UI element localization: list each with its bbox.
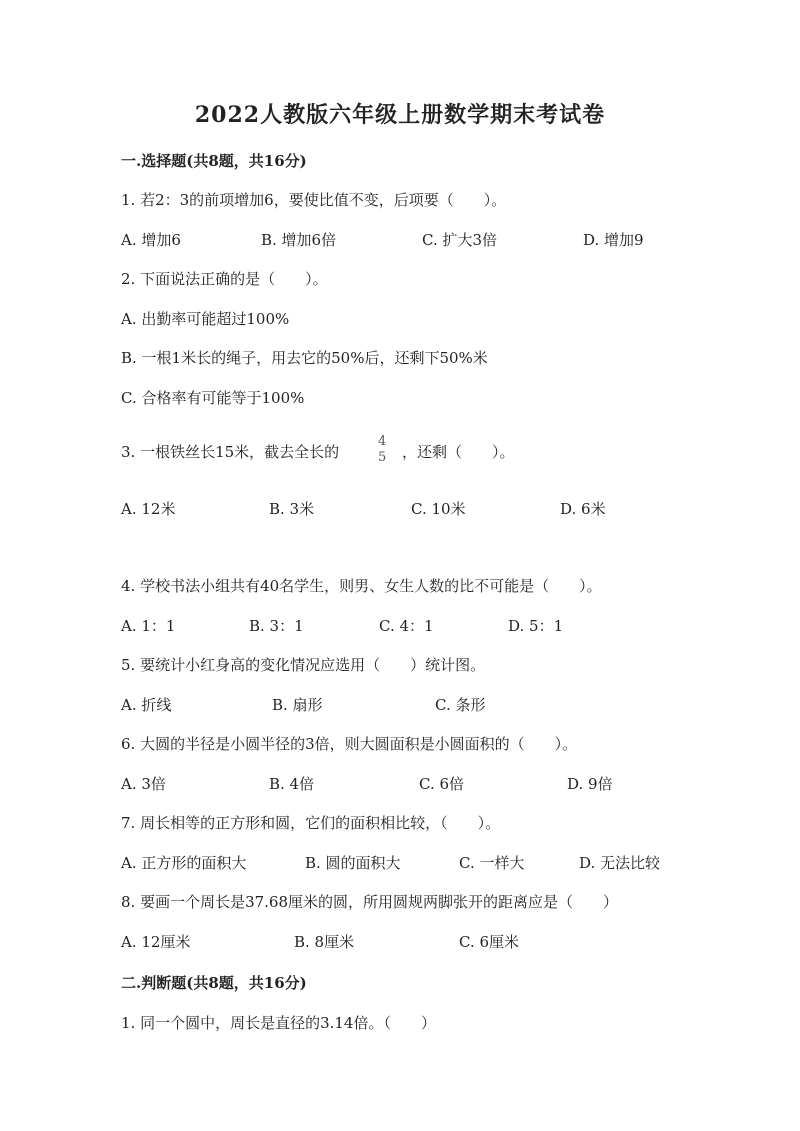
option-d[interactable]: D. 增加9: [583, 231, 644, 249]
question-stem: 1. 若2：3的前项增加6，要使比值不变，后项要（ ）。: [121, 191, 507, 209]
option-b[interactable]: B. 圆的面积大: [305, 854, 401, 872]
option-c[interactable]: C. 6倍: [419, 775, 465, 793]
option-c[interactable]: C. 4：1: [379, 617, 434, 635]
option-d[interactable]: D. 6米: [560, 500, 606, 518]
option-a[interactable]: A. 正方形的面积大: [121, 854, 247, 872]
page-title: 2022人教版六年级上册数学期末考试卷: [194, 102, 606, 128]
question-stem: 4. 学校书法小组共有40名学生，则男、女生人数的比不可能是（ ）。: [121, 577, 602, 595]
option-a[interactable]: A. 折线: [121, 696, 172, 714]
option-c[interactable]: C. 条形: [435, 696, 486, 714]
option-c[interactable]: C. 一样大: [459, 854, 525, 872]
option-a[interactable]: A. 12米: [121, 500, 176, 518]
option-b[interactable]: B. 增加6倍: [261, 231, 337, 249]
option-a[interactable]: A. 出勤率可能超过100%: [121, 310, 290, 328]
fraction: [378, 434, 386, 466]
question-stem: 2. 下面说法正确的是（ ）。: [121, 270, 328, 288]
question-stem: 5. 要统计小红身高的变化情况应选用（ ）统计图。: [121, 656, 486, 674]
question-stem: 6. 大圆的半径是小圆半径的3倍，则大圆面积是小圆面积的（ ）。: [121, 735, 578, 753]
fraction-numerator: 4: [378, 434, 387, 449]
option-b[interactable]: B. 扇形: [272, 696, 323, 714]
option-c[interactable]: C. 扩大3倍: [422, 231, 498, 249]
option-a[interactable]: A. 3倍: [121, 775, 166, 793]
option-b[interactable]: B. 一根1米长的绳子，用去它的50%后，还剩下50%米: [121, 349, 488, 367]
option-c[interactable]: C. 合格率有可能等于100%: [121, 389, 305, 407]
option-b[interactable]: B. 3：1: [249, 617, 304, 635]
option-d[interactable]: D. 5：1: [508, 617, 564, 635]
question-stem-part1: 3. 一根铁丝长15米，截去全长的: [121, 443, 340, 461]
option-c[interactable]: C. 6厘米: [459, 933, 520, 951]
option-c[interactable]: C. 10米: [411, 500, 466, 518]
fraction-denominator: 5: [378, 450, 387, 465]
option-b[interactable]: B. 3米: [269, 500, 315, 518]
option-d[interactable]: D. 9倍: [567, 775, 613, 793]
section-heading: 二.判断题(共8题，共16分): [121, 974, 307, 992]
option-a[interactable]: A. 1：1: [121, 617, 176, 635]
option-b[interactable]: B. 4倍: [269, 775, 315, 793]
option-b[interactable]: B. 8厘米: [294, 933, 355, 951]
option-a[interactable]: A. 增加6: [121, 231, 181, 249]
question-stem: 7. 周长相等的正方形和圆，它们的面积相比较，（ ）。: [121, 814, 501, 832]
question-stem-part2: ，还剩（ ）。: [402, 443, 515, 461]
question-stem: 1. 同一个圆中，周长是直径的3.14倍。（ ）: [121, 1014, 436, 1032]
question-stem: 8. 要画一个周长是37.68厘米的圆，所用圆规两脚张开的距离应是（ ）: [121, 893, 619, 911]
section-heading: 一.选择题(共8题，共16分): [121, 152, 307, 170]
option-a[interactable]: A. 12厘米: [121, 933, 191, 951]
option-d[interactable]: D. 无法比较: [579, 854, 661, 872]
